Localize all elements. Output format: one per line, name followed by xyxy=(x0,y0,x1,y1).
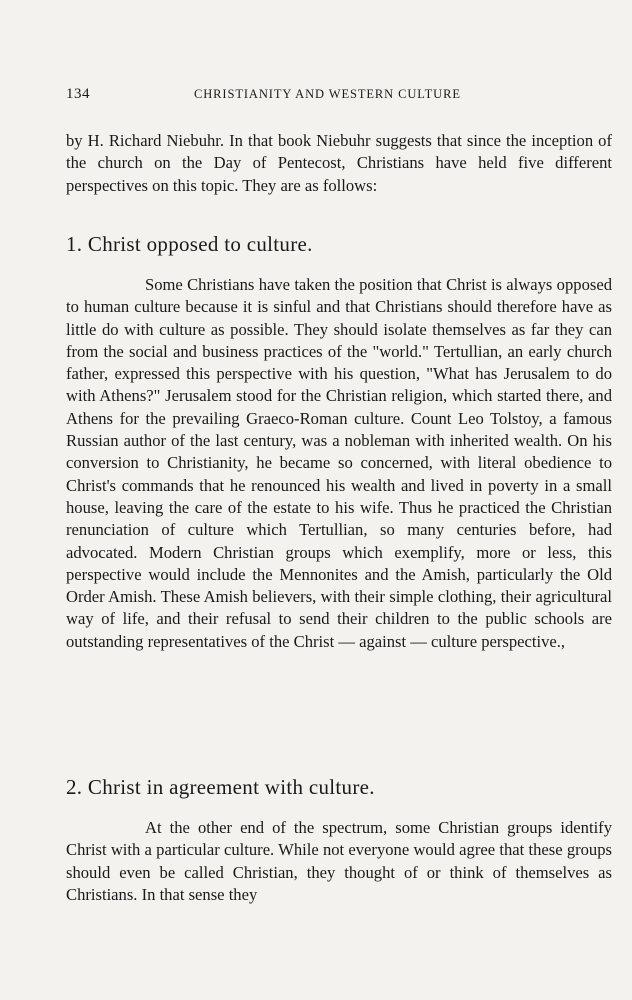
page-number: 134 xyxy=(66,86,90,102)
section-paragraph-christ-opposed: Some Christians have taken the position that Christ is always opposed to human culture because it is sinful and that Christians should therefore have as little do with culture as possible. They should isolate themselves as far they can from the social and business practices of the "world." Tertullian, an early church father, expressed this perspective with his question, "What has Jerusalem to do with Athens?" Jerusalem stood for the Christian religion, which started there, and Athens for the prevailing Graeco-Roman culture. Count Leo Tolstoy, a famous Russian author of the last century, was a nobleman with inherited wealth. On his conversion to Christianity, he became so concerned, with literal obedience to Christ's commands that he renounced his wealth and lived in poverty in a small house, leaving the care of the estate to his wife. Thus he practiced the Christian renunciation of culture which Tertullian, so many centuries before, had advocated. Modern Christian groups which exemplify, more or less, this perspective would include the Mennonites and the Amish, particularly the Old Order Amish. These Amish believers, with their simple clothing, their agricultural way of life, and their refusal to send their children to the public schools are outstanding representatives of the Christ — against — culture perspective., xyxy=(66,275,612,651)
intro-paragraph: by H. Richard Niebuhr. In that book Niebuhr suggests that since the inception of the church on the Day of Pentecost, Christians have held five different perspectives on this topic. They are as follows: xyxy=(66,131,612,195)
section-paragraph-christ-agreement: At the other end of the spectrum, some Christian groups identify Christ with a particular culture. While not everyone would agree that these groups should even be called Christian, they thought of or think of themselves as Christians. In that sense they xyxy=(66,818,612,904)
section-heading-christ-opposed: 1. Christ opposed to culture. xyxy=(66,232,313,256)
section-heading-christ-agreement: 2. Christ in agreement with culture. xyxy=(66,775,375,799)
running-header xyxy=(66,86,606,106)
running-title: CHRISTIANITY AND WESTERN CULTURE xyxy=(194,87,461,101)
